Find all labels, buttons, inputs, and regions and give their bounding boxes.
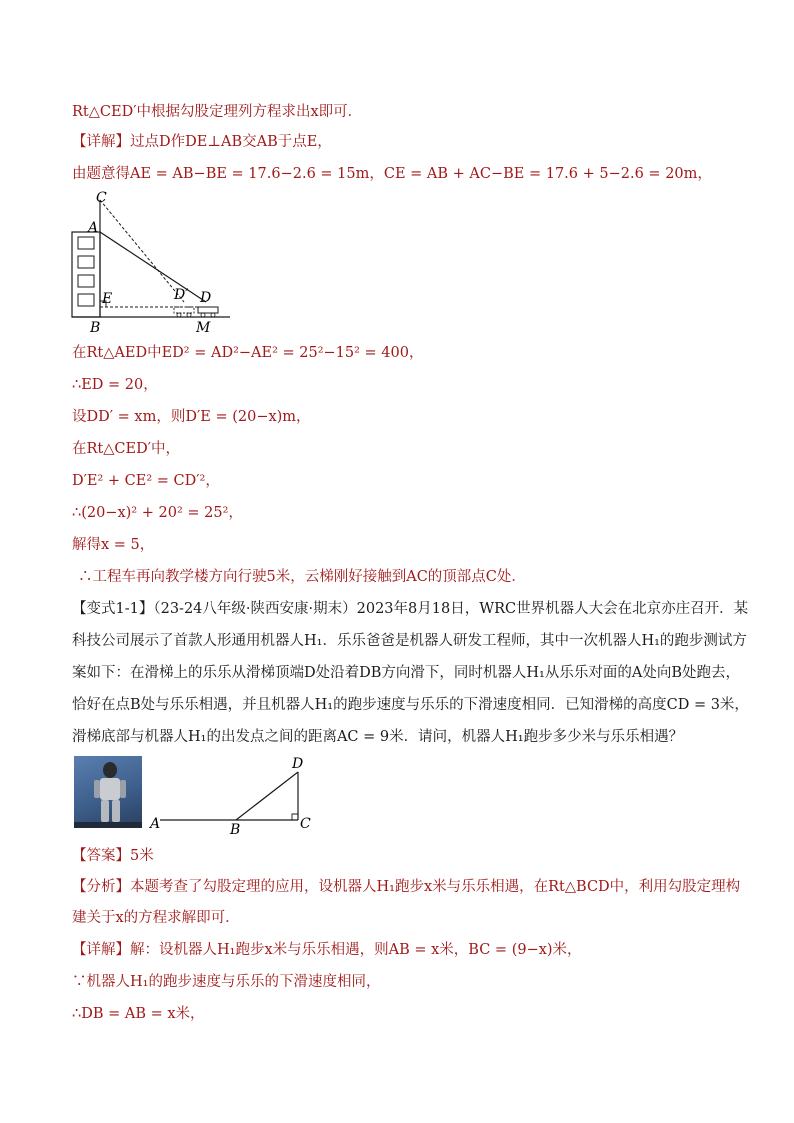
text-line: 案如下：在滑梯上的乐乐从滑梯顶端D处沿着DB方向滑下，同时机器人H₁从乐乐对面的A处向B处跑去， [72,665,740,681]
window-shape [78,237,94,249]
text-line: Rt△CED′中根据勾股定理列方程求出x即可． [72,104,363,120]
point-label-c: C [96,190,107,206]
text-line: D′E² + CE² = CD′²， [72,473,220,489]
window-shape [78,275,94,287]
truck-shape [174,307,194,313]
point-label-d: D [292,756,304,772]
answer-value: 5米 [130,848,154,864]
text-line [72,846,722,866]
wheel-shape [201,313,205,317]
geometry-figure-ladder [66,190,236,338]
text-line: 解得x = 5， [72,537,155,553]
point-label-e: E [102,291,113,307]
wheel-shape [177,313,181,317]
point-label-d: D [200,290,212,306]
text-span: 本题考查了勾股定理的应用，设机器人H₁跑步x米与乐乐相遇，在Rt△BCD中，利用勾股定理构 [130,879,741,895]
point-label-c: C [300,816,311,832]
point-label-a: A [88,220,99,236]
text-line [72,132,722,152]
robot-figure-icon [74,756,142,828]
text-line: ∵机器人H₁的跑步速度与乐乐的下滑速度相同， [72,974,381,990]
text-line [72,877,741,897]
section-tag: 【详解】 [72,134,130,150]
point-label-b: B [90,320,101,336]
section-tag: 【详解】 [72,942,130,958]
wheel-shape [211,313,215,317]
point-label-d-prime: D′ [174,287,189,303]
ladder-line [100,232,206,302]
window-shape [78,256,94,268]
text-line: ∴(20−x)² + 20² = 25²， [72,505,243,521]
text-line: 设DD′ = xm，则D′E = (20−x)m， [72,409,311,425]
text-line: 由题意得AE = AB−BE = 17.6−2.6 = 15m，CE = AB + AC−BE = 17.6 + 5−2.6 = 20m， [72,166,712,182]
point-label-b: B [230,822,241,836]
text-line: 建关于x的方程求解即可． [72,910,240,926]
truck-shape [198,307,218,313]
text-line: 在Rt△AED中ED² = AD²−AE² = 25²−15² = 400， [72,345,424,361]
text-line [72,940,722,960]
text-line: 在Rt△CED′中， [72,441,180,457]
text-line: 滑梯底部与机器人H₁的出发点之间的距离AC = 9米．请问，机器人H₁跑步多少米与乐乐相遇？ [72,729,684,745]
text-line: 恰好在点B处与乐乐相遇，并且机器人H₁的跑步速度与乐乐的下滑速度相同．已知滑梯的高度CD = 3米， [72,697,749,713]
text-line: ∴工程车再向教学楼方向行驶5米，云梯刚好接触到AC的顶部点C处． [78,569,526,585]
point-label-m: M [196,320,211,336]
window-shape [78,294,94,306]
text-line: 【变式1-1】（23-24八年级·陕西安康·期末）2023年8月18日，WRC世界机器人大会在北京亦庄召开．某 [72,601,749,617]
dashed-line [100,200,184,302]
geometry-figure-slide [146,754,316,836]
slide-line [236,772,298,820]
section-tag: 【答案】 [72,848,130,864]
text-line: 科技公司展示了首款人形通用机器人H₁．乐乐爸爸是机器人研发工程师，其中一次机器人H₁的跑步测试方 [72,633,747,649]
right-angle-mark [292,814,298,820]
text-line: ∴DB = AB = x米， [72,1006,205,1022]
text-span: 过点D作DE⊥AB交AB于点E， [130,134,332,150]
section-tag: 【分析】 [72,879,130,895]
robot-photo [74,756,142,828]
text-line: ∴ED = 20， [72,377,158,393]
text-span: 解：设机器人H₁跑步x米与乐乐相遇，则AB = x米，BC = (9−x)米， [130,942,582,958]
point-label-a: A [150,816,161,832]
wheel-shape [187,313,191,317]
